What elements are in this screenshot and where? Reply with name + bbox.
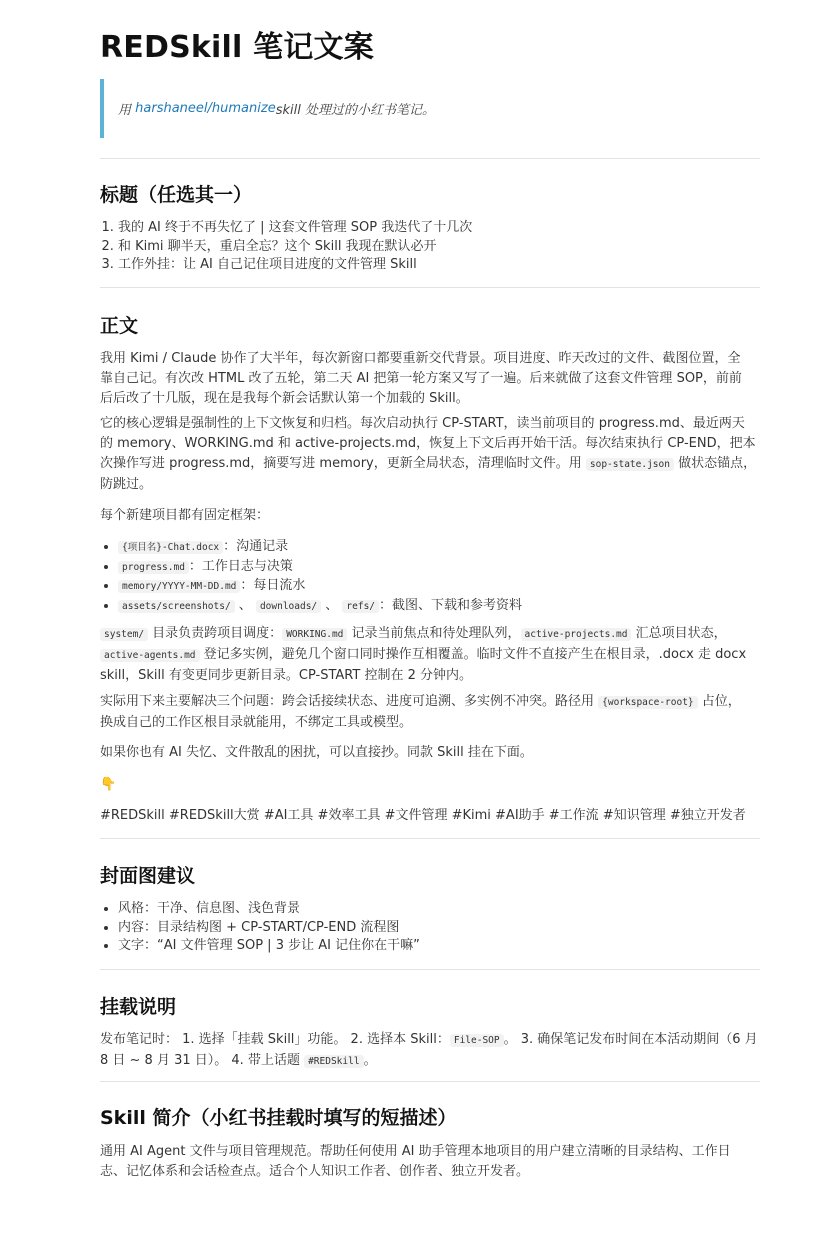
text-span: ：截图、下载和参考资料 [379,597,523,613]
code-path: WORKING.md [282,628,347,641]
project-structure-list [118,538,522,616]
code-path: refs/ [342,600,379,613]
text-span: 8 日 ~ 8 月 31 日）。 4. 带上话题 [100,1053,305,1068]
code-path: assets/screenshots/ [118,600,235,613]
cover-suggestions-list [118,900,420,956]
list-item: • assets/screenshots/ 、 downloads/ 、 refs/ ：截图、下载和参考资料 [118,597,522,617]
text-line [100,1051,760,1072]
body-paragraph-2 [100,414,760,495]
code-path: downloads/ [256,600,321,613]
text-span: 次操作写进 progress.md，摘要写进 memory，更新全局状态，清理临时文件。用 [100,456,586,471]
text-span: 实际用下来主要解决三个问题：跨会话接续状态、进度可追溯、多实例不冲突。路径用 [100,694,599,709]
text-line: 的 memory、WORKING.md 和 active-projects.md，恢复上下文后再开始干活。每次结束执行 CP-END，把本 [100,436,756,451]
text-span: 目录负责跨项目调度： [148,626,283,641]
quote-suffix: skill 处理过的小红书笔记。 [275,103,435,118]
code-path: active-projects.md [521,628,632,641]
list-item: 2. 和 Kimi 聊半天，重启全忘？这个 Skill 我现在默认必开 [118,238,472,257]
section-heading-intro: Skill 简介（小红书挂载时填写的短描述） [100,1107,457,1129]
code-hashtag: #REDSkill [304,1055,363,1068]
code-path: {项目名}-Chat.docx [118,541,223,554]
humanize-link[interactable]: harshaneel/humanize [135,101,276,116]
section-heading-mount: 挂载说明 [100,996,177,1018]
hashtags: #REDSkill #REDSkill大赏 #AI工具 #效率工具 #文件管理 #Kimi #AI助手 #工作流 #知识管理 #独立开发者 [100,808,746,823]
code-file-sop: File-SOP [450,1034,504,1047]
text-span: ：工作日志与决策 [188,558,293,574]
text-line: 通用 AI Agent 文件与项目管理规范。帮助任何使用 AI 助手管理本地项目的用户建立清晰的目录结构、工作日 [100,1144,731,1159]
list-item [118,577,522,597]
code-workspace-root: {workspace-root} [598,696,698,709]
code-path: system/ [100,628,148,641]
text-line: 它的核心逻辑是强制性的上下文恢复和归档。每次启动执行 CP-START，读当前项目的 progress.md、最近两天 [100,416,745,431]
text-line: 防跳过。 [100,477,153,492]
quote-prefix: 用 [118,103,132,118]
list-item: • 文字：“AI 文件管理 SOP | 3 步让 AI 记住你在干嘛” [118,937,420,956]
text-span: 做状态锚点， [673,456,757,471]
text-line: 换成自己的工作区根目录就能用，不绑定工具或模型。 [100,715,413,730]
code-path: memory/YYYY-MM-DD.md [118,580,240,593]
code-sop-state: sop-state.json [586,458,674,471]
divider [100,1081,760,1082]
list-item [118,558,522,578]
text-line: skill，Skill 有变更同步更新目录。CP-START 控制在 2 分钟内。 [100,668,472,683]
divider [100,969,760,970]
text-line [100,1030,760,1051]
pointing-down-icon: 👇 [100,777,117,792]
section-heading-body: 正文 [100,315,139,337]
text-line: 志、记忆体系和会话检查点。适合个人知识工作者、创作者、独立开发者。 [100,1164,530,1179]
body-paragraph-3: 每个新建项目都有固定框架： [100,508,270,523]
text-span: ：每日流水 [240,578,306,593]
text-span: 汇总项目状态， [631,626,727,641]
title-options-list [118,219,472,275]
text-span: 占位， [697,694,741,709]
body-paragraph-4 [100,624,760,686]
body-paragraph-6: 如果你也有 AI 失忆、文件散乱的困扰，可以直接抄。同款 Skill 挂在下面。 [100,745,533,760]
text-span: 。 3. 确保笔记发布时间在本活动期间（6 月 [503,1032,758,1047]
list-item: • 风格：干净、信息图、浅色背景 [118,900,420,919]
intro-paragraph [100,1142,760,1182]
text-span: 登记多实例，避免几个窗口同时操作互相覆盖。临时文件不直接产生在根目录，.docx 走 docx [199,647,747,662]
divider [100,838,760,839]
list-item: 3. 工作外挂：让 AI 自己记住项目进度的文件管理 Skill [118,256,472,275]
text-span: 。 [363,1053,377,1068]
list-item: • 内容：目录结构图 + CP-START/CP-END 流程图 [118,919,420,938]
page-title: REDSkill 笔记文案 [100,30,374,65]
text-line: 我用 Kimi / Claude 协作了大半年，每次新窗口都要重新交代背景。项目进度、昨天改过的文件、截图位置，全 [100,351,741,366]
list-item [118,538,522,558]
code-path: active-agents.md [100,649,200,662]
divider [100,158,760,159]
text-line [100,645,760,666]
text-line: 后后改了十几版，现在是我每个新会话默认第一个加载的 Skill。 [100,391,469,406]
intro-blockquote [100,79,760,138]
body-paragraph-1 [100,349,760,409]
code-path: progress.md [118,561,189,574]
section-heading-titles: 标题（任选其一） [100,184,253,206]
text-line: 靠自己记。有次改 HTML 改了五轮，第二天 AI 把第一轮方案又写了一遍。后来就做了这套文件管理 SOP，前前 [100,371,742,386]
divider [100,287,760,288]
section-heading-cover: 封面图建议 [100,865,196,887]
text-span: 发布笔记时： 1. 选择「挂载 Skill」功能。 2. 选择本 Skill： [100,1032,450,1047]
text-line [100,692,760,713]
body-paragraph-5 [100,692,760,733]
text-span: 记录当前焦点和待处理队列， [347,626,521,641]
text-line [100,624,760,645]
mount-paragraph [100,1030,760,1072]
list-item: 1. 我的 AI 终于不再失忆了 | 这套文件管理 SOP 我迭代了十几次 [118,219,472,238]
text-line [100,454,760,475]
text-span: ：沟通记录 [223,539,289,554]
